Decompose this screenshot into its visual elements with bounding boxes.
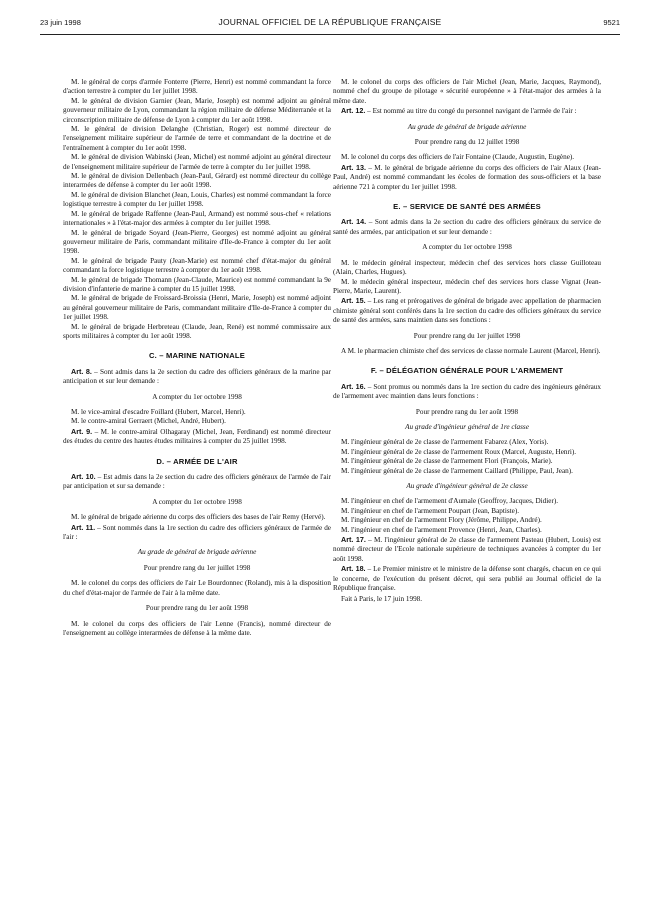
- left-column: [63, 78, 331, 638]
- paragraph: M. le colonel du corps des officiers de l'air Lenne (Francis), nommé directeur de l'enseignement au collège interarmées de défense à la même date.: [63, 619, 331, 637]
- section-heading-f: F. – DÉLÉGATION GÉNÉRALE POUR L'ARMEMENT: [370, 366, 564, 376]
- article-label: Art. 18.: [341, 564, 366, 574]
- article-17: [333, 535, 601, 564]
- article-label: Art. 10.: [71, 472, 96, 482]
- paragraph: M. l'ingénieur général de 2e classe de l'armement Flori (François, Marie).: [341, 457, 553, 466]
- article-label: Art. 17.: [341, 535, 366, 545]
- article-label: Art. 13.: [341, 162, 366, 172]
- article-16: [333, 382, 601, 402]
- article-12: [333, 106, 601, 116]
- grade-line: Au grade d'ingénieur général de 2e classe: [406, 482, 528, 490]
- paragraph: M. le général de division Wabinski (Jean, Michel) est nommé adjoint au général directeur de l'enseignement militaire supérieur de l'armée de terre à compter du 1er juillet 1998.: [63, 153, 331, 171]
- article-9: [63, 427, 331, 447]
- article-15: [333, 296, 601, 325]
- date-line: A compter du 1er octobre 1998: [152, 497, 242, 506]
- header-rule: [40, 34, 620, 35]
- article-text: – M. l'ingénieur général de 2e classe de l'armement Pasteau (Hubert, Louis) est nommé directeur de l'Ecole nationale supérieure de techniques avancées à compter du 1er août 1998.: [333, 536, 601, 563]
- section-heading-c: C. – MARINE NATIONALE: [148, 351, 246, 361]
- paragraph: M. le général de brigade Pauty (Jean-Marie) est nommé chef d'état-major du général commandant la force logistique terrestre à compter du 1er août 1998.: [63, 256, 331, 275]
- date-line: Pour prendre rang du 1er juillet 1998: [413, 331, 521, 340]
- paragraph: M. l'ingénieur en chef de l'armement Provence (Henri, Jean, Charles).: [341, 525, 542, 534]
- paragraph: M. le vice-amiral d'escadre Foillard (Hubert, Marcel, Henri).: [71, 408, 246, 416]
- paragraph: M. le général de brigade aérienne du corps des officiers des bases de l'air Remy (Hervé).: [71, 513, 326, 522]
- page-header: [40, 16, 620, 32]
- article-13: [333, 163, 601, 192]
- article-11: [63, 523, 331, 543]
- paragraph: M. le colonel du corps des officiers de l'air Fontaine (Claude, Augustin, Eugène).: [341, 153, 575, 162]
- article-text: – Sont nommés dans la 1re section du cadre des officiers généraux de l'armée de l'air :: [63, 523, 331, 542]
- article-label: Art. 12.: [341, 106, 366, 116]
- paragraph: M. le médecin général inspecteur, médecin chef des services hors classe Guilloteau (Alain, Charles, Hugues).: [333, 258, 601, 277]
- article-text: – Les rang et prérogatives de général de brigade avec appellation de pharmacien chimiste général sont conférés dans la 1re section du cadre des officiers généraux du service de santé des armées, sans maintien dans ses fonctions :: [333, 297, 601, 325]
- paragraph: M. le général de division Blanchet (Jean, Louis, Charles) est nommé commandant la force logistique terrestre à compter du 1er juillet 1998.: [63, 190, 331, 209]
- paragraph: M. l'ingénieur général de 2e classe de l'armement Roux (Marcel, Auguste, Henri).: [341, 447, 577, 456]
- paragraph: M. le général de division Delanghe (Christian, Roger) est nommé directeur de l'enseignement militaire supérieur de l'armée de terre et commandant de la doctrine et de l'entraînement à compter du 1er août 1998.: [63, 125, 331, 152]
- article-text: – M. le contre-amiral Olhagaray (Michel, Jean, Ferdinand) est nommé directeur des études du centre des hautes études militaires à compter du 25 juillet 1998.: [63, 427, 331, 446]
- article-label: Art. 15.: [341, 296, 366, 306]
- section-heading-d: D. – ARMÉE DE L'AIR: [156, 456, 238, 466]
- article-text: – Sont promus ou nommés dans la 1re section du cadre des ingénieurs généraux de l'armement avec maintien dans leurs fonctions :: [333, 382, 601, 401]
- paragraph: M. le général de brigade Raffenne (Jean-Paul, Armand) est nommé sous-chef « relations internationales » à l'état-major des armées à compter du 1er juillet 1998.: [63, 209, 331, 228]
- date-line: A compter du 1er octobre 1998: [422, 243, 512, 252]
- date-line: Pour prendre rang du 1er août 1998: [145, 604, 249, 613]
- paragraph: M. le général de brigade Herbreteau (Claude, Jean, René) est nommé commissaire aux sports militaires à compter du 1er août 1998.: [63, 322, 331, 340]
- paragraph: M. le général de corps d'armée Fonterre (Pierre, Henri) est nommé commandant la force d'action terrestre à compter du 1er juillet 1998.: [63, 78, 331, 96]
- paragraph: M. le colonel du corps des officiers de l'air Michel (Jean, Marie, Jacques, Raymond), nommé chef du groupe de pilotage « sécurité européenne » à l'état-major des armées à la même date.: [333, 78, 601, 105]
- article-label: Art. 14.: [341, 217, 367, 227]
- article-text: – Sont admis dans la 2e section du cadre des officiers généraux de la marine par anticipation et sur leur demande :: [63, 367, 331, 386]
- article-label: Art. 11.: [71, 522, 96, 532]
- paragraph: M. le colonel du corps des officiers de l'air Le Bourdonnec (Roland), mis à la disposition du chef d'état-major de l'armée de l'air à la même date.: [63, 579, 331, 597]
- paragraph: M. le général de division Garnier (Jean, Marie, Joseph) est nommé adjoint au général gouverneur militaire de Lyon, commandant la région militaire de défense Méditerranée et la circonscription militaire de défense de Lyon à compter du 1er août 1998.: [63, 96, 331, 124]
- paragraph: M. l'ingénieur en chef de l'armement d'Aumale (Geoffroy, Jacques, Didier).: [341, 497, 559, 506]
- article-8: [63, 367, 331, 387]
- paragraph: M. le contre-amiral Gerraert (Michel, André, Hubert).: [71, 417, 226, 426]
- grade-line: Au grade de général de brigade aérienne: [407, 122, 527, 131]
- date-line: Pour prendre rang du 1er juillet 1998: [143, 563, 251, 572]
- date-line: A compter du 1er octobre 1998: [152, 392, 242, 401]
- grade-line: Au grade d'ingénieur général de 1re classe: [405, 422, 529, 431]
- article-text: – Sont admis dans la 2e section du cadre des officiers généraux du service de santé des armées, par anticipation et sur leur demande :: [333, 218, 601, 236]
- paragraph: M. le général de brigade Thomann (Jean-Claude, Maurice) est nommé commandant la 9e division d'infanterie de marine à compter du 15 juillet 1998.: [63, 275, 331, 293]
- date-line: Pour prendre rang du 1er août 1998: [415, 407, 519, 416]
- paragraph: M. le général de brigade de Froissard-Broissia (Henri, Marie, Joseph) est nommé adjoint au général gouverneur militaire de Paris, commandant militaire d'Ile-de-France à compter du 1er juillet 1998.: [63, 294, 331, 322]
- article-text: – M. le général de brigade aérienne du corps des officiers de l'air Alaux (Jean-Paul, André) est nommé commandant les écoles de formation des sous-officiers et la base aérienne 721 à compter du 1er juillet 1998.: [333, 163, 601, 191]
- right-column: [333, 78, 601, 605]
- paragraph: M. le général de division Dellenbach (Jean-Paul, Gérard) est nommé directeur du collège interarmées de défense à compter du 1er août 1998.: [63, 172, 331, 190]
- article-10: [63, 472, 331, 492]
- page-number: 9521: [603, 18, 620, 27]
- article-14: [333, 217, 601, 237]
- header-date: 23 juin 1998: [40, 18, 81, 27]
- journal-title: JOURNAL OFFICIEL DE LA RÉPUBLIQUE FRANÇAISE: [218, 17, 442, 27]
- paragraph: M. le médecin général inspecteur, médecin chef des services hors classe Vignat (Jean-Pierre, Marie, Laurent).: [333, 277, 601, 295]
- article-label: Art. 8.: [71, 366, 92, 376]
- section-heading-e: E. – SERVICE DE SANTÉ DES ARMÉES: [393, 202, 541, 212]
- paragraph: M. l'ingénieur général de 2e classe de l'armement Caillard (Philippe, Paul, Jean).: [341, 466, 573, 475]
- article-text: – Le Premier ministre et le ministre de la défense sont chargés, chacun en ce qui le concerne, de l'exécution du présent décret, qui sera publié au Journal officiel de la République française.: [333, 565, 601, 593]
- article-text: – Est admis dans la 2e section du cadre des officiers généraux de l'armée de l'air par anticipation et sur sa demande :: [63, 473, 332, 491]
- grade-line: Au grade de général de brigade aérienne: [137, 548, 257, 557]
- date-line: Pour prendre rang du 12 juillet 1998: [414, 138, 520, 147]
- signature-line: Fait à Paris, le 17 juin 1998.: [341, 595, 423, 604]
- paragraph: M. le général de brigade Soyard (Jean-Pierre, Georges) est nommé adjoint au général gouverneur militaire de Paris, commandant militaire d'Ile-de-France à compter du 1er août 1998.: [63, 228, 331, 256]
- paragraph: M. l'ingénieur en chef de l'armement Poupart (Jean, Baptiste).: [341, 506, 520, 515]
- article-18: [333, 564, 601, 593]
- article-label: Art. 16.: [341, 381, 366, 391]
- article-label: Art. 9.: [71, 426, 93, 436]
- paragraph: A M. le pharmacien chimiste chef des services de classe normale Laurent (Marcel, Henri).: [341, 346, 601, 355]
- paragraph: M. l'ingénieur général de 2e classe de l'armement Fabarez (Alex, Yoris).: [341, 438, 549, 447]
- article-text: – Est nommé au titre du congé du personnel navigant de l'armée de l'air :: [365, 107, 577, 116]
- paragraph: M. l'ingénieur en chef de l'armement Flory (Jérôme, Philippe, André).: [341, 516, 542, 525]
